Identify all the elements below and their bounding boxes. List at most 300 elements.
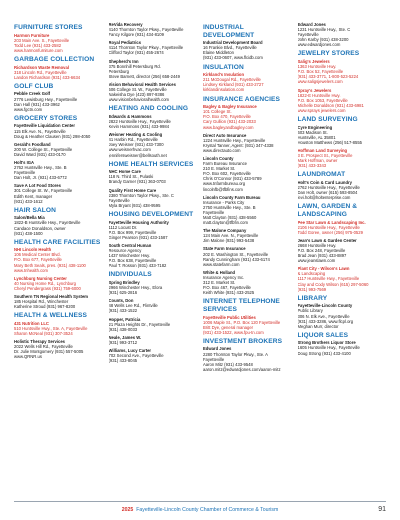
listing-name: Cyre Engineering	[297, 124, 333, 130]
directory-section	[203, 96, 292, 296]
directory-section	[109, 22, 198, 102]
listing-entry	[109, 317, 198, 332]
listing-detail: (931) 993-3712	[108, 339, 138, 345]
listing-detail: P.O. Box 467, Fayetteville	[203, 285, 251, 291]
section-heading: INDIVIDUALS	[108, 271, 152, 279]
listing-detail: Insurance - Parks City	[203, 199, 245, 205]
section-heading: HAIR SALON	[14, 206, 57, 214]
listing-name: Williams, Lucy Carter	[108, 347, 152, 353]
listing-name: Spring Brindley	[108, 279, 140, 285]
listing-detail: www.saligsjewelers.com	[297, 79, 343, 85]
listing-detail: 118 N. Third St., Pulaski	[108, 174, 154, 180]
listing-name: Fayetteville Public Utilities	[203, 314, 256, 320]
section-heading: HEALTH & WELLNESS	[14, 312, 88, 320]
listing-detail: Fayetteville	[203, 209, 225, 215]
listing-entry	[14, 247, 103, 272]
listing-detail: 2106 Huntsville Hwy., Fayetteville	[297, 224, 360, 230]
directory-section	[109, 211, 198, 268]
listing-detail: (931) 438-1500	[14, 230, 43, 236]
listing-detail: P.O. Box 999, Fayetteville	[108, 229, 157, 235]
listing-detail: Dan Hall (931) 433-3962	[14, 101, 60, 107]
listing-detail: Public Library	[297, 308, 323, 314]
listing-detail: (931) 433-1612	[14, 198, 43, 204]
listing-detail: 2750 Huntsville Hwy., Ste. B	[203, 204, 256, 210]
listing-detail: 185 Hospital Rd., Winchester	[14, 299, 69, 305]
listing-detail: Farm Bureau Insurance	[203, 161, 247, 167]
listing-entry	[14, 91, 103, 111]
listing-detail: www.bagleyandbagley.com	[203, 124, 254, 130]
listing-name: Edward Jones	[203, 346, 232, 352]
listing-entry	[14, 65, 103, 80]
listing-entry	[203, 156, 292, 192]
listing-detail: Todd Lee (931) 433-2582	[14, 42, 62, 48]
listing-detail: Paul T. Rosson (931) 433-7182	[108, 263, 167, 269]
listing-detail: P.O. Box 602, Fayetteville	[203, 171, 251, 177]
column-1	[14, 22, 103, 496]
listing-name: Plant City - Wilson's Lawn	[297, 266, 350, 272]
listing-detail: www.edwardjones.com	[297, 42, 341, 48]
listing-entry	[14, 215, 103, 235]
listing-detail: lincolnfb@tfbfins.com	[203, 186, 243, 192]
listing-name: Lincoln County	[203, 155, 234, 161]
listing-name: Hopper, Patricia	[108, 316, 141, 322]
listing-entry	[14, 160, 103, 180]
listing-entry	[203, 346, 292, 371]
listing-entry	[109, 40, 198, 55]
listing-detail: Kevin Hammons (931) 433-9984	[108, 124, 170, 130]
listing-name: White & Holland	[203, 269, 236, 275]
listing-detail: Dr. Julie Montgomery (931) 557-5005	[14, 349, 84, 355]
listing-entry	[203, 270, 292, 295]
listing-detail: kirklandinsulation.com	[203, 87, 245, 93]
listing-name: Salon/Bella Mia	[14, 215, 45, 221]
listing-detail: 1822-B Huntsville Hwy., Fayetteville	[14, 220, 81, 226]
listing-detail: (931) 625-2816	[108, 290, 138, 296]
section-heading: INSURANCE AGENCIES	[203, 95, 281, 103]
section-heading: GROCERY STORES	[14, 114, 78, 122]
listing-detail: Huntsville, AL 35801	[297, 134, 336, 140]
section-heading: GARBAGE COLLECTION	[14, 55, 95, 63]
listing-detail: www.fgctn.com	[14, 106, 43, 112]
listing-detail: Keith White (931) 433-2525	[203, 290, 255, 296]
listing-detail: 1822-E Huntsville Hwy.	[297, 92, 341, 98]
listing-entry	[109, 188, 198, 208]
listing-detail: www.sprays jewelers.com	[297, 107, 346, 113]
listing-detail: Katherine Stroud (931) 967-8200	[14, 304, 76, 310]
listing-detail: 3 E. Prospect St., Fayetteville	[297, 153, 353, 159]
listing-name: Lynchburg Nursing Center	[14, 275, 67, 281]
listing-detail: 318 Lincoln Rd., Fayetteville	[14, 69, 67, 75]
section-heading: GOLF CLUB	[14, 82, 54, 90]
listing-detail: Aaron Mitz (931) 433-9548	[203, 361, 253, 367]
listing-detail: Petersburg	[108, 68, 129, 74]
listing-detail: 200 W. College St., Fayetteville	[14, 146, 73, 152]
listing-detail: (931) 433-3286, www.flcpl.org	[297, 318, 354, 324]
directory-section	[14, 239, 103, 310]
listing-detail: Elaine Middleton	[203, 50, 234, 56]
directory-section	[203, 298, 292, 335]
listing-entry	[109, 82, 198, 102]
listing-detail: 306 N. Elk Ave., Fayetteville	[297, 313, 350, 319]
listing-detail: 312 E. Market St.	[203, 280, 236, 286]
listing-entry	[14, 183, 103, 203]
listing-detail: 1224 Huntsville Hwy., Fayetteville	[203, 137, 266, 143]
listing-detail: www.jeanslawn.com	[297, 258, 336, 264]
listing-detail: 2668 Huntsville Hwy.	[297, 242, 337, 248]
listing-entry	[298, 266, 387, 291]
listing-name: Fayetteville Liquidation Center	[14, 123, 75, 129]
listing-detail: Jim Malone (931) 993-5438	[203, 238, 255, 244]
listing-entry	[14, 33, 103, 53]
directory-section	[298, 332, 387, 356]
listing-detail: aaron.mitz@edwardjones.com/aaron-mitz	[203, 366, 281, 372]
directory-section	[298, 171, 387, 200]
listing-detail: 2280 Thornton Taylor Pkwy., Ste. A	[203, 351, 268, 357]
footer-publication: Fayetteville-Lincoln County Chamber of Commerce & Tourism	[136, 507, 279, 513]
listing-detail: www.weisnerhvac.com	[108, 147, 151, 153]
listing-detail: levi.holt@holtenterprise.com	[297, 195, 351, 201]
listing-name: Gerald's Foodland	[14, 141, 51, 147]
listing-detail: 4140 Thornton Taylor Pkwy., Fayetteville	[108, 27, 184, 33]
listing-entry	[14, 294, 103, 309]
listing-detail: Doug & Heather Clausen (931) 298-4050	[14, 133, 91, 139]
listing-entry	[203, 246, 292, 266]
listing-detail: 2966 Winchester Hwy., Elora	[108, 285, 163, 291]
listing-detail: 211 McDougal Rd., Fayetteville	[203, 77, 261, 83]
listing-detail: Fayetteville	[203, 356, 225, 362]
listing-detail: 124 Main Ave. N., Fayetteville	[203, 233, 259, 239]
listing-detail: 2022 Wells Hill Rd., Fayetteville	[14, 344, 73, 350]
directory-section	[298, 116, 387, 168]
listing-detail: P.O. Box 677, Fayetteville	[14, 257, 62, 263]
listing-name: Edwards & Hammons	[108, 113, 152, 119]
section-heading: LAND SURVEYING	[297, 116, 358, 123]
section-heading: HOME HEALTH SERVICES	[108, 160, 194, 168]
listing-detail: P.O. Box 638, Fayetteville	[108, 258, 157, 264]
listing-entry	[109, 280, 198, 295]
page-footer	[0, 496, 400, 520]
listing-detail: (931) 433-3343	[297, 163, 327, 169]
directory-section	[298, 295, 387, 329]
listing-entry	[298, 125, 387, 145]
listing-name: Lincoln County Farm Bureau	[203, 194, 261, 200]
listing-name: Holt's IGA	[14, 159, 35, 165]
listing-detail: 1605 Huntsville Hwy., Fayetteville	[297, 345, 360, 351]
listing-name: South Central Human	[108, 242, 152, 248]
listing-detail: www.visionbehavioralhealth.com	[108, 97, 170, 103]
listing-detail: 2380 Thornton Taylor Pkwy., Ste. C	[108, 192, 174, 198]
listing-name: Vision Behavioral Health Services	[108, 81, 176, 87]
listing-entry	[203, 228, 292, 243]
section-heading: FURNITURE STORES	[14, 24, 83, 31]
directory-section	[14, 312, 103, 359]
listing-detail: 1363 Huntsville Hwy.	[297, 64, 337, 70]
listing-entry	[14, 123, 103, 138]
listing-detail: David Ward (931) 433-0170	[14, 151, 66, 157]
listing-name: ReVida Recovery	[108, 22, 143, 27]
listing-entry	[203, 133, 292, 153]
listing-name: Industrial Development Board	[203, 40, 263, 46]
listing-detail: Dan Holt, Jr. (931) 433-6772	[14, 175, 67, 181]
directory-section	[298, 22, 387, 47]
listing-detail: Clifford Taylor (931) 455-2674	[108, 50, 164, 56]
listing-name: Kirkland's Insulation	[203, 72, 245, 78]
listing-name: Direct Auto Insurance	[203, 132, 247, 138]
listing-name: State Farm Insurance	[203, 246, 246, 252]
section-heading: HOUSING DEVELOPMENT	[108, 210, 194, 218]
listing-name: Salig's Jewelers	[297, 59, 330, 65]
listing-detail: Lindsey Kirkland (931) 433-2727	[203, 82, 264, 88]
listing-detail: 40 Nursing Home Rd., Lynchburg	[14, 280, 76, 286]
listing-detail: Michelle Donaldson (931) 433-6981	[297, 102, 364, 108]
listing-detail: 2762 Huntsville Hwy., Ste. B	[14, 165, 67, 171]
listing-entry	[298, 148, 387, 168]
listing-detail: Cheryl Pendergrass (931) 759-6000	[14, 285, 81, 291]
listing-detail: Myla Bryant (931) 438-9595	[108, 202, 161, 208]
listing-detail: www.harmonfurniture.com	[14, 47, 63, 53]
directory-section	[298, 203, 387, 291]
listing-entry	[298, 180, 387, 200]
listing-entry	[298, 303, 387, 328]
listing-detail: P.O. Box 52, Fayetteville	[297, 69, 344, 75]
listing-entry	[14, 142, 103, 157]
listing-detail: Randy Cunningham (931) 433-6174	[203, 256, 270, 262]
listing-detail: 4114 Thornton Taylor Pkwy., Fayetteville	[108, 45, 184, 51]
directory-section	[109, 105, 198, 157]
listing-detail: Candace Donaldson, owner	[14, 225, 66, 231]
listing-detail: & Landscaping	[297, 271, 326, 277]
listing-detail: 375 Bonnhill Petersburg Rd.	[108, 63, 161, 69]
listing-detail: Steve Barnett, director (256) 658-2449	[108, 73, 180, 79]
directory-section	[298, 50, 387, 113]
section-heading: LIBRARY	[297, 294, 328, 302]
listing-entry	[109, 298, 198, 313]
listing-detail: www.tnhealth.com	[14, 267, 48, 273]
listing-detail: Mary Beth Seals, pres. (931) 438-1100	[14, 262, 86, 268]
listing-name: Spray's Jewelers	[297, 87, 332, 93]
listing-detail: 21 Plaza Heights Dr., Fayetteville	[108, 321, 171, 327]
section-heading: INTERNET TELEPHONE SERVICES	[203, 298, 280, 313]
listing-detail: jennifersweisner@bellsouth.net	[108, 152, 167, 158]
listing-detail: 1117 Huntsville Hwy., Fayetteville	[297, 276, 360, 282]
listing-detail: Chris O'Connor (931) 433-5789	[203, 176, 262, 182]
column-3	[203, 22, 292, 496]
listing-detail: Fayetteville	[14, 170, 36, 176]
listing-detail: 301 College St. W., Fayetteville	[14, 188, 73, 194]
listing-name: Edward Jones	[297, 22, 326, 27]
listing-detail: 2762 Huntsville Hwy., Fayetteville	[297, 185, 360, 191]
listing-detail: (931) 433-3771, 1-800-523-5224	[297, 74, 359, 80]
listing-name: Fayetteville-Lincoln County	[297, 303, 353, 309]
listing-detail: Joey Weisner (931) 433-7300	[108, 142, 164, 148]
listing-detail: (931) 993-7569	[297, 286, 327, 292]
listing-detail: Cary Gullion (931) 433-2033	[203, 119, 256, 125]
listing-entry	[14, 321, 103, 336]
page-number: 91	[378, 506, 386, 513]
listing-name: The Malone Company	[203, 228, 247, 234]
listing-detail: Britt Dye, general manager	[203, 324, 254, 330]
listing-detail: 2776 Lewisburg Hwy., Fayetteville	[14, 96, 78, 102]
section-heading: INVESTMENT BROKERS	[203, 337, 283, 345]
listing-detail: Doug Strong (931) 433-4100	[297, 350, 351, 356]
listing-detail: 506 College St. W., Fayetteville	[108, 87, 167, 93]
footer-title	[0, 507, 400, 513]
listing-detail: Clay and Cody Wilson (615) 297-5060	[297, 281, 369, 287]
listing-detail: Sharon McNeal (931) 307-3524	[14, 331, 73, 337]
listing-entry	[109, 169, 198, 184]
listing-entry	[109, 22, 198, 37]
listing-name: Save A Lot Food Stores	[14, 183, 61, 189]
listing-detail: Landon Richardson (931) 433-6634	[14, 74, 81, 80]
listing-entry	[109, 59, 198, 79]
listing-entry	[298, 220, 387, 235]
directory-section	[14, 24, 103, 53]
listing-name: Harmon Furniture	[14, 32, 50, 38]
listing-detail: matt.clayton@tfbfin.com	[203, 220, 248, 226]
column-4	[298, 22, 387, 496]
listing-detail: (931) 433-8045	[108, 358, 138, 364]
listing-detail: 203 Main Ave. S., Fayetteville	[14, 37, 70, 43]
listing-name: Bagley & Bagley Insurance	[203, 104, 257, 110]
section-heading: INDUSTRIAL DEVELOPMENT	[203, 24, 255, 39]
listing-name: Holt's Coin & Card Laundry	[297, 179, 353, 185]
listing-detail: 603 Madison St.	[297, 129, 328, 135]
listing-detail: Insurance Agency Inc.	[203, 274, 245, 280]
listing-detail: Ginger Pearson (931) 433-1587	[108, 234, 168, 240]
listing-detail: Krystal Tanner, Agent: (931) 347-4338	[203, 142, 274, 148]
directory-section	[14, 115, 103, 204]
listing-detail: www.QRNR.us	[14, 354, 42, 360]
section-heading: JEWELRY STORES	[297, 50, 360, 58]
listing-detail: Edith Kent, manager	[14, 193, 53, 199]
listing-entry	[298, 59, 387, 84]
section-heading: HEATING AND COOLING	[108, 105, 189, 113]
listing-entry	[109, 114, 198, 129]
directory-section	[14, 207, 103, 236]
directory-section	[203, 24, 292, 61]
listing-name: Pebble Creek Golf	[14, 91, 51, 97]
listing-detail: www.tnfarmbureau.org	[203, 181, 246, 187]
listing-entry	[14, 276, 103, 291]
listing-entry	[298, 238, 387, 263]
listing-name: Shepherd's Inn	[108, 58, 139, 64]
directory-section	[203, 338, 292, 372]
directory-section	[14, 56, 103, 80]
listing-entry	[203, 72, 292, 92]
listing-entry	[298, 22, 387, 47]
listing-entry	[14, 339, 103, 359]
directory-section	[109, 161, 198, 208]
listing-detail: Houston Matthews (256) 517-8555	[297, 139, 362, 145]
listing-detail: 1006 Maple St., P.O. Box 120 Fayetteville	[203, 319, 281, 325]
listing-name: Weisner Heating & Cooling	[108, 132, 163, 138]
listing-entry	[203, 104, 292, 129]
section-heading: LIQUOR SALES	[297, 331, 349, 339]
footer-divider	[14, 501, 386, 502]
listing-detail: John Karby (931) 438-3200	[297, 37, 349, 43]
listing-entry	[109, 348, 198, 363]
listing-entry	[109, 132, 198, 157]
listing-name: NHI Lincoln Health	[14, 247, 52, 253]
listing-name: 431 Nutrition LLC	[14, 320, 49, 326]
section-heading: LAUNDROMAT	[297, 171, 346, 179]
listing-detail: (931) 433-1522, www.fpu-tn.com	[203, 329, 264, 335]
listing-detail: 115 Elk Ave. N., Fayetteville	[14, 128, 66, 134]
footer-year: 2025	[121, 507, 134, 513]
directory-section	[14, 83, 103, 112]
directory-section	[109, 271, 198, 363]
directory-columns	[14, 22, 386, 496]
listing-detail: 48 Wells Lee Rd., Flintville	[108, 303, 158, 309]
listing-detail: P.O. Box 470, Fayetteville	[203, 114, 251, 120]
listing-detail: Resource Agency	[108, 247, 142, 253]
listing-name: Hoffman Land Surveying	[297, 147, 348, 153]
listing-entry	[109, 243, 198, 268]
listing-detail: (931) 433-0607, www.flcidb.com	[203, 55, 263, 61]
listing-name: Neale, James W.	[108, 334, 142, 340]
directory-section	[203, 64, 292, 93]
listing-detail: www.statefarm.com	[203, 261, 240, 267]
listing-detail: Meghan Murr, director	[297, 323, 339, 329]
listing-name: Quality First Home Care	[108, 187, 157, 193]
listing-name: Strong Brothers Liquor Store	[297, 340, 356, 346]
listing-detail: Fayetteville	[297, 32, 319, 38]
listing-name: Counts, Don	[108, 298, 134, 304]
listing-detail: P.O. Box 248, Fayetteville	[297, 247, 346, 253]
listing-name: Royal Pediatrics	[108, 40, 142, 46]
listing-detail: 41 Harbin Rd., Fayetteville	[108, 137, 158, 143]
section-heading: HEALTH CARE FACILITIES	[14, 238, 101, 246]
listing-detail: Mark Hoffman, owner	[297, 158, 338, 164]
listing-detail: Matt Clayton (931) 438-5560	[203, 215, 257, 220]
listing-name: Jean's Lawn & Garden Center	[297, 237, 357, 243]
listing-name: NHC Home Care	[108, 169, 141, 175]
column-2	[109, 22, 198, 496]
listing-detail: 101 College St.	[203, 109, 232, 115]
listing-detail: Nakeisha Dye (423) 897-9386	[108, 92, 165, 98]
listing-entry	[203, 195, 292, 226]
listing-name: Holistic Therapy Services	[14, 339, 65, 345]
listing-detail: 16 Frankie Blvd., Fayetteville	[203, 45, 257, 51]
listing-entry	[298, 88, 387, 113]
listing-name: Richardson Waste Removal	[14, 64, 69, 70]
section-heading: INSULATION	[203, 63, 244, 71]
listing-name: Southern TN Regional Health System	[14, 294, 88, 300]
listing-detail: Fancy Kilgore (931) 434-8109	[108, 32, 164, 38]
listing-detail: 106 Medical Center Blvd.	[14, 252, 61, 258]
listing-detail: 1437 Winchester Hwy.	[108, 253, 151, 259]
listing-entry	[109, 220, 198, 240]
listing-entry	[109, 335, 198, 345]
listing-name: Fayetteville Housing Authority	[108, 219, 169, 225]
listing-detail: (931) 433-1522	[108, 308, 138, 314]
listing-detail: Fayetteville	[108, 197, 130, 203]
listing-entry	[203, 315, 292, 335]
listing-entry	[298, 340, 387, 355]
listing-detail: Dan Holt, owner (615) 593-8504	[297, 190, 358, 196]
listing-entry	[203, 40, 292, 60]
listing-detail: www.directauto.com	[203, 147, 241, 153]
listing-detail: 210 E. Market St.	[203, 166, 236, 172]
listing-detail: 702 Second Ave., Fayetteville	[108, 353, 164, 359]
listing-name: Pee Star Lawn & Landscaping Inc.	[297, 219, 366, 225]
listing-detail: Brandy Garner (931) 363-0703	[108, 179, 166, 185]
listing-detail: 510 Huntsville Hwy., Ste. A, Fayetteville	[14, 326, 88, 331]
listing-detail: Todd Goree, owner (256) 975-0529	[297, 229, 363, 235]
listing-detail: 202 E. Washington St., Fayetteville	[203, 251, 269, 257]
listing-detail: 2822 Huntsville Hwy., Fayetteville	[108, 119, 171, 124]
listing-detail: (931) 438-0033	[108, 326, 138, 332]
